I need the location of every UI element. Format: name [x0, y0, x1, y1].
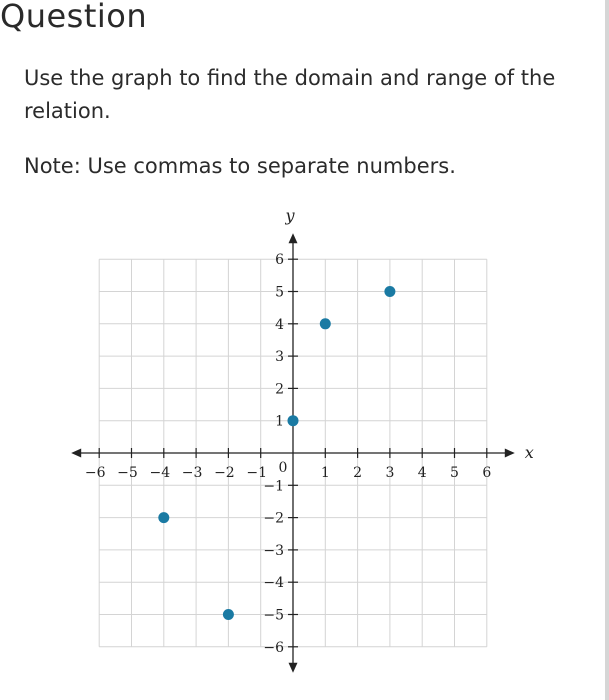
y-tick-label: 1 [275, 413, 284, 430]
y-tick-label: 3 [275, 349, 284, 366]
x-tick-label: 4 [417, 465, 427, 481]
y-tick-label: 6 [275, 252, 284, 269]
y-axis-arrow-down [289, 663, 298, 673]
y-tick-label: −5 [263, 607, 284, 624]
question-prompt: Use the graph to find the domain and range of the relation. [24, 66, 556, 123]
x-tick-label: 5 [450, 465, 459, 481]
x-tick-label: −2 [214, 465, 235, 481]
question-note: Note: Use commas to separate numbers. [24, 154, 456, 178]
data-point [320, 318, 331, 329]
y-axis-label: y [285, 206, 295, 226]
data-point [288, 415, 299, 426]
x-tick-label: −6 [84, 465, 106, 481]
y-tick-label: 4 [275, 316, 284, 333]
y-tick-label: 5 [275, 284, 284, 301]
x-tick-label: −4 [149, 465, 171, 481]
x-tick-label: 2 [353, 465, 363, 481]
x-tick-label: 1 [320, 465, 330, 481]
x-axis-label: x [524, 443, 534, 462]
y-axis-arrow-up [289, 233, 298, 243]
data-point [223, 609, 234, 620]
x-tick-label: 3 [385, 465, 395, 481]
y-tick-label: −3 [263, 542, 284, 559]
y-tick-label: −6 [263, 639, 284, 656]
y-tick-label: −2 [263, 510, 284, 527]
data-point [384, 286, 395, 297]
x-tick-label: −5 [117, 465, 138, 481]
question-heading: Question [0, 0, 148, 35]
x-tick-label: 6 [482, 465, 492, 481]
y-tick-label: 2 [275, 381, 284, 398]
y-tick-label: −4 [263, 575, 284, 592]
x-tick-label: −3 [181, 465, 203, 481]
x-tick-label: −1 [246, 465, 268, 481]
x-axis-arrow-right [505, 449, 515, 458]
x-axis-arrow-left [71, 449, 81, 458]
data-point [158, 512, 169, 523]
y-tick-label: −1 [263, 478, 284, 495]
origin-label: 0 [278, 460, 288, 476]
